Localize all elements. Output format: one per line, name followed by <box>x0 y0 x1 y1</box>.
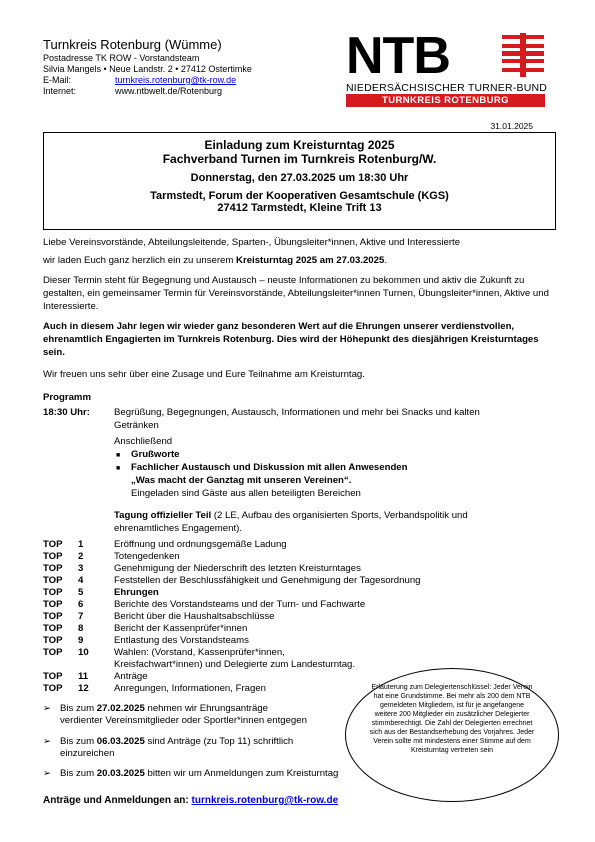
agenda-number: 7 <box>78 611 84 622</box>
agenda-text: Wahlen: (Vorstand, Kassenprüfer*innen, <box>114 647 285 658</box>
agenda-top-label: TOP <box>43 575 63 586</box>
document-date: 31.01.2025 <box>490 121 533 131</box>
agenda-number: 12 <box>78 683 89 694</box>
agenda-text: Anträge <box>114 671 148 682</box>
logo-bar: TURNKREIS ROTENBURG <box>346 94 545 107</box>
agenda-text: Totengedenken <box>114 551 180 562</box>
agenda-text: Bericht über die Haushaltsabschlüsse <box>114 611 275 622</box>
agenda-top-label: TOP <box>43 671 63 682</box>
invitation <box>43 254 555 267</box>
email-label: E-Mail: <box>43 75 72 85</box>
bullet-2-quote: „Was macht der Ganztag mit unseren Vereinen“. <box>131 475 352 486</box>
deadline-1-post: nehmen wir Ehrungsanträge <box>144 703 269 714</box>
agenda-number: 8 <box>78 623 84 634</box>
agenda-text: Berichte des Vorstandsteams und der Turn- und Fachwarte <box>114 599 366 610</box>
bullet-1-text: Grußworte <box>131 449 180 460</box>
deadline-2-date: 06.03.2025 <box>96 736 145 747</box>
agenda-top-label: TOP <box>43 623 63 634</box>
deadline-1-pre: Bis zum <box>60 703 97 714</box>
arrow-icon: ➢ <box>43 703 52 714</box>
agenda-top-label: TOP <box>43 635 63 646</box>
agenda-number: 10 <box>78 647 89 658</box>
deadline-3 <box>43 768 339 780</box>
bullet-icon: ■ <box>116 465 121 472</box>
program-time: 18:30 Uhr: <box>43 407 90 418</box>
agenda-top-label: TOP <box>43 599 63 610</box>
invitation-text: wir laden Euch ganz herzlich ein zu unserem <box>43 255 237 266</box>
postal-address: Postadresse TK ROW - Vorstandsteam <box>43 53 200 63</box>
program-intro: Begrüßung, Begegnungen, Austausch, Informationen und mehr bei Snacks und kalten Getränken <box>114 407 480 431</box>
agenda-top-label: TOP <box>43 683 63 694</box>
internet-url: www.ntbwelt.de/Rotenburg <box>115 86 223 96</box>
event-date: Donnerstag, den 27.03.2025 um 18:30 Uhr <box>190 172 409 184</box>
agenda-number: 3 <box>78 563 84 574</box>
agenda-top-label: TOP <box>43 611 63 622</box>
agenda-top-label: TOP <box>43 647 63 658</box>
paragraph-1: Dieser Termin steht für Begegnung und Austausch – neuste Informationen zu bekommen und aktiv die Zukunft zu gestalten, ein gemeinsamer Termin für Vereinsvorstände, Abteilungsleiter*innen Turnen, Übungsleiter*innen, Aktive und Interessierte. <box>43 275 549 312</box>
paragraph-3: Wir freuen uns sehr über eine Zusage und Eure Teilnahme am Kreisturntag. <box>43 369 365 380</box>
agenda-text: Genehmigung der Niederschrift des letzten Kreisturntages <box>114 563 361 574</box>
email-link[interactable]: turnkreis.rotenburg@tk-row.de <box>115 75 237 85</box>
street-address: Silvia Mangels • Neue Landstr. 2 • 27412 Ostertimke <box>43 64 252 74</box>
program-then: Anschließend <box>114 436 173 447</box>
internet-row <box>43 86 223 97</box>
ntb-logo-icon <box>502 33 546 79</box>
arrow-icon: ➢ <box>43 768 52 779</box>
agenda-top-label: TOP <box>43 539 63 550</box>
official-part-details: (2 LE, Aufbau des organisierten Sports, Verbandspolitik und ehrenamtliches Engagement). <box>114 510 468 534</box>
logo-subtitle: NIEDERSÄCHSISCHER TURNER-BUND <box>346 82 548 94</box>
agenda-top-label: TOP <box>43 551 63 562</box>
footer-label: Anträge und Anmeldungen an: <box>43 795 192 806</box>
agenda-text: Eröffnung und ordnungsgemäße Ladung <box>114 539 287 550</box>
bullet-2-text: Fachlicher Austausch und Diskussion mit allen Anwesenden <box>131 462 408 473</box>
program-bullet-2 <box>116 461 536 475</box>
agenda-top-label: TOP <box>43 563 63 574</box>
deadline-2-post: sind Anträge (zu Top 11) schriftlich <box>144 736 294 747</box>
bullet-2-guests: Eingeladen sind Gäste aus allen beteiligten Bereichen <box>131 488 361 499</box>
agenda-number: 6 <box>78 599 84 610</box>
delegate-note: Erläuterung zum Delegiertenschlüssel: Jeder Verein hat eine Grundstimme. Bei mehr als 200 dem NTB gemeldeten Mitgliedern, ist für je angefangene weitere 200 Mitglieder ein zusätzlicher Delegierter stimmberechtigt. Die Zahl der Delegierten errechnet sich aus der Bestandserhebung des Vorjahres. Jeder Verein sollte mit mindestens einer Stimme auf dem Kreisturntag vertreten sein <box>345 668 559 802</box>
title-line-1: Einladung zum Kreisturntag 2025 <box>204 138 395 152</box>
event-location: Tarmstedt, Forum der Kooperativen Gesamtschule (KGS) <box>150 190 449 202</box>
agenda-number: 1 <box>78 539 84 550</box>
paragraph-2: Auch in diesem Jahr legen wir wieder ganz besonderen Wert auf die Ehrungen unserer verdienstvollen, ehrenamtlich Engagierten im Turnkreis Rotenburg. Dies wird der Höhepunkt des diesjährigen Kreisturntages sein. <box>43 321 539 358</box>
deadline-2 <box>43 736 294 759</box>
title-box <box>43 132 556 230</box>
invitation-highlight: Kreisturntag 2025 am 27.03.2025 <box>236 255 385 266</box>
deadline-1-line2: verdienter Vereinsmitglieder oder Sportler*innen entgegen <box>60 715 307 726</box>
agenda-number: 5 <box>78 587 84 598</box>
agenda-text: Anregungen, Informationen, Fragen <box>114 683 267 694</box>
deadline-3-date: 20.03.2025 <box>96 768 145 779</box>
agenda-text: Entlastung des Vorstandsteams <box>114 635 249 646</box>
agenda-text: Ehrungen <box>114 587 159 598</box>
greeting: Liebe Vereinsvorstände, Abteilungsleitende, Sparten-, Übungsleiter*innen, Aktive und Interessierte <box>43 237 461 248</box>
official-part <box>114 509 514 535</box>
invitation-end: . <box>384 255 387 266</box>
agenda-text: Feststellen der Beschlussfähigkeit und Genehmigung der Tagesordnung <box>114 575 421 586</box>
deadline-3-post: bitten wir um Anmeldungen zum Kreisturntag <box>144 768 339 779</box>
official-part-title: Tagung offizieller Teil <box>114 510 212 521</box>
agenda-text: Bericht der Kassenprüfer*innen <box>114 623 248 634</box>
ntb-logo-text: NTB <box>346 27 450 85</box>
agenda-number: 2 <box>78 551 84 562</box>
program-bullet-1 <box>116 448 536 462</box>
internet-label: Internet: <box>43 86 77 96</box>
event-address: 27412 Tarmstedt, Kleine Trift 13 <box>217 202 382 214</box>
deadline-3-pre: Bis zum <box>60 768 97 779</box>
deadline-2-pre: Bis zum <box>60 736 97 747</box>
deadline-1 <box>43 703 307 726</box>
agenda-top-label: TOP <box>43 587 63 598</box>
agenda-number: 11 <box>78 671 89 682</box>
title-line-2: Fachverband Turnen im Turnkreis Rotenburg/W. <box>162 152 437 166</box>
agenda-number: 9 <box>78 635 84 646</box>
organization-name: Turnkreis Rotenburg (Wümme) <box>43 37 222 52</box>
agenda-number: 4 <box>78 575 84 586</box>
program-heading: Programm <box>43 392 91 403</box>
arrow-icon: ➢ <box>43 736 52 747</box>
email-row <box>43 75 237 86</box>
footer-email-link[interactable]: turnkreis.rotenburg@tk-row.de <box>191 795 339 806</box>
agenda-text-continued: Kreisfachwart*innen) und Delegierte zum Landesturntag. <box>114 659 356 670</box>
deadline-2-line2: einzureichen <box>60 748 115 759</box>
deadline-1-date: 27.02.2025 <box>96 703 145 714</box>
bullet-icon: ■ <box>116 452 121 459</box>
